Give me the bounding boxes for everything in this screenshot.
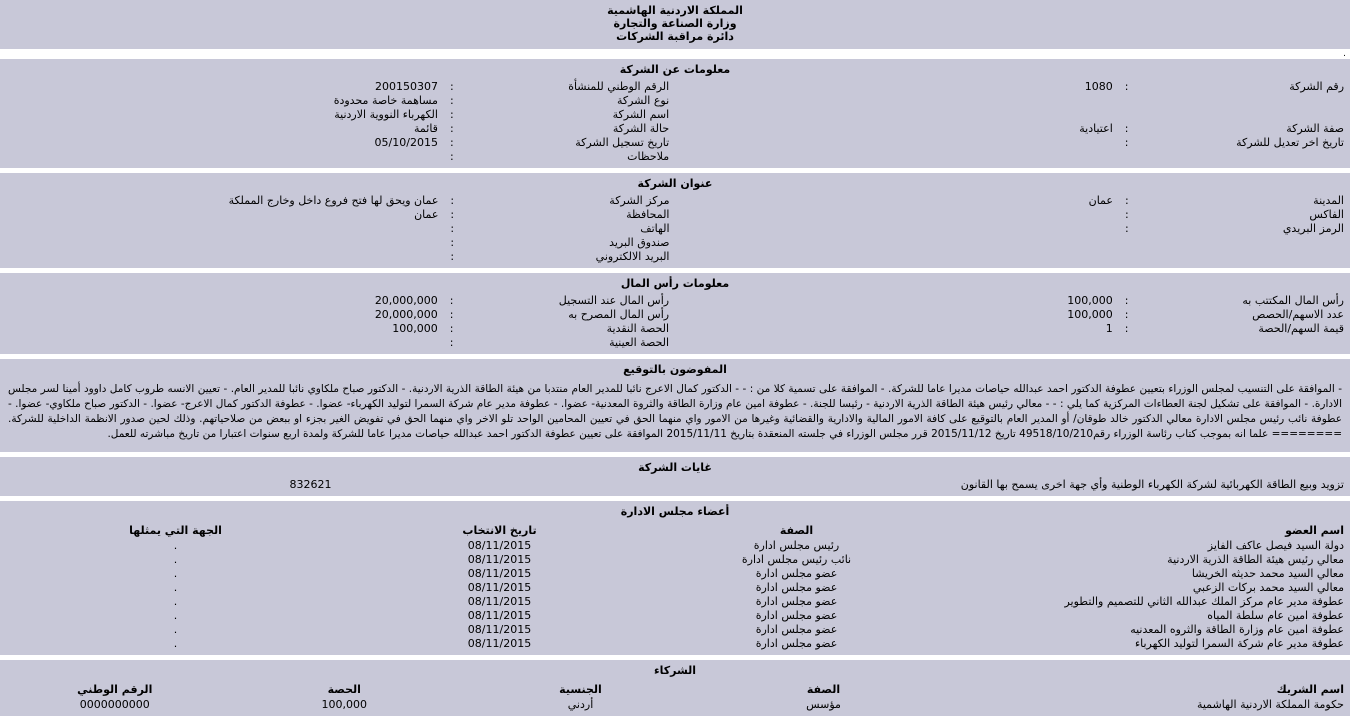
board-member-name: عطوفة مدير عام مركز الملك عبدالله الثاني للتصميم والتطوير	[945, 595, 1350, 609]
board-member-name: عطوفة امين عام وزارة الطاقة والثروه المعدنيه	[945, 623, 1350, 637]
capital-title: معلومات رأس المال	[0, 275, 1350, 294]
field-label: رأس المال عند التسجيل	[460, 294, 676, 308]
partner-role: مؤسس	[702, 698, 945, 712]
table-row	[0, 623, 1350, 637]
field-value	[675, 136, 1119, 150]
field-label: الحصة العينية	[460, 336, 676, 350]
goals-title: غايات الشركة	[0, 459, 1350, 478]
company-info-section	[0, 59, 1350, 168]
authorized-signatories-section	[0, 359, 1350, 452]
partner-national-id: 0000000000	[0, 698, 230, 712]
field-value: الكهرباء النووية الاردنية	[0, 108, 444, 122]
table-row	[0, 539, 1350, 553]
field-value: 1080	[675, 80, 1119, 94]
field-colon	[1119, 250, 1135, 264]
address-title: عنوان الشركة	[0, 175, 1350, 194]
field-colon: :	[444, 236, 460, 250]
board-member-representing: .	[0, 539, 351, 553]
company-goals-section	[0, 457, 1350, 496]
board-section	[0, 501, 1350, 655]
field-label	[1134, 336, 1350, 350]
table-row	[0, 595, 1350, 609]
company-info-title: معلومات عن الشركة	[0, 61, 1350, 80]
field-label: حالة الشركة	[460, 122, 676, 136]
company-info-table	[0, 80, 1350, 164]
field-colon: :	[1119, 322, 1135, 336]
table-row	[0, 208, 1350, 222]
field-value	[0, 250, 444, 264]
field-label: رأس المال المكتتب به	[1134, 294, 1350, 308]
board-member-date: 08/11/2015	[351, 581, 648, 595]
board-title: أعضاء مجلس الادارة	[0, 503, 1350, 522]
board-member-role: عضو مجلس ادارة	[648, 609, 945, 623]
column-header-representing: الجهة التي يمثلها	[0, 522, 351, 539]
field-colon: :	[444, 322, 460, 336]
board-member-name: معالي رئيس هيئة الطاقة الذرية الاردنية	[945, 553, 1350, 567]
goal-text: تزويد وبيع الطاقة الكهربائية لشركة الكهرباء الوطنية وأي جهة اخرى يسمح بها القانون	[338, 478, 1350, 492]
column-header-national-id: الرقم الوطني	[0, 681, 230, 698]
board-member-date: 08/11/2015	[351, 595, 648, 609]
field-label: رأس المال المصرح به	[460, 308, 676, 322]
field-value	[675, 94, 1119, 108]
field-label: مركز الشركة	[460, 194, 675, 208]
table-row	[0, 336, 1350, 350]
field-label	[1135, 236, 1350, 250]
table-row	[0, 637, 1350, 651]
field-value: 20,000,000	[0, 308, 444, 322]
column-header-nationality: الجنسية	[459, 681, 702, 698]
stray-dot: .	[0, 49, 1350, 59]
table-header-row	[0, 522, 1350, 539]
column-header-partner-role: الصفة	[702, 681, 945, 698]
field-colon: :	[444, 108, 460, 122]
board-member-role: نائب رئيس مجلس ادارة	[648, 553, 945, 567]
table-row	[0, 122, 1350, 136]
table-row	[0, 294, 1350, 308]
document-header	[0, 0, 1350, 49]
field-value	[0, 336, 444, 350]
field-value: عمان	[676, 194, 1119, 208]
field-label: نوع الشركة	[460, 94, 676, 108]
field-label: المدينة	[1135, 194, 1350, 208]
field-value	[675, 150, 1119, 164]
table-header-row	[0, 681, 1350, 698]
partners-section	[0, 660, 1350, 716]
field-label: صندوق البريد	[460, 236, 675, 250]
header-line-kingdom: المملكة الاردنية الهاشمية	[0, 4, 1350, 17]
field-colon: :	[1119, 294, 1135, 308]
field-colon	[1119, 336, 1135, 350]
table-row	[0, 553, 1350, 567]
field-colon: :	[1119, 222, 1135, 236]
table-row	[0, 478, 1350, 492]
table-row	[0, 322, 1350, 336]
table-row	[0, 150, 1350, 164]
goal-code: 832621	[0, 478, 338, 492]
field-value: 200150307	[0, 80, 444, 94]
board-member-date: 08/11/2015	[351, 553, 648, 567]
field-value	[0, 236, 444, 250]
field-colon: :	[444, 194, 460, 208]
board-member-date: 08/11/2015	[351, 637, 648, 651]
field-label: الرقم الوطني للمنشأة	[460, 80, 676, 94]
column-header-role: الصفة	[648, 522, 945, 539]
field-value	[675, 336, 1119, 350]
field-colon: :	[1119, 194, 1135, 208]
partner-share: 100,000	[230, 698, 460, 712]
partner-nationality: أردني	[459, 698, 702, 712]
field-colon: :	[1119, 80, 1135, 94]
field-label: الفاكس	[1135, 208, 1350, 222]
authorized-title: المفوضون بالتوقيع	[0, 361, 1350, 380]
field-colon: :	[444, 222, 460, 236]
table-row	[0, 94, 1350, 108]
board-member-name: عطوفة امين عام سلطة المياه	[945, 609, 1350, 623]
field-value	[676, 236, 1119, 250]
table-row	[0, 108, 1350, 122]
table-row	[0, 308, 1350, 322]
field-value: قائمة	[0, 122, 444, 136]
board-table	[0, 522, 1350, 651]
address-section	[0, 173, 1350, 268]
field-colon: :	[444, 94, 460, 108]
board-member-representing: .	[0, 567, 351, 581]
field-value: 20,000,000	[0, 294, 444, 308]
board-member-role: عضو مجلس ادارة	[648, 581, 945, 595]
board-member-representing: .	[0, 637, 351, 651]
field-colon: :	[444, 294, 460, 308]
table-row	[0, 567, 1350, 581]
field-label: الهاتف	[460, 222, 675, 236]
column-header-name: اسم العضو	[945, 522, 1350, 539]
table-row	[0, 194, 1350, 208]
field-label: رقم الشركة	[1134, 80, 1350, 94]
table-row	[0, 222, 1350, 236]
field-value	[0, 222, 444, 236]
board-member-representing: .	[0, 553, 351, 567]
board-member-representing: .	[0, 609, 351, 623]
board-member-name: دولة السيد فيصل عاكف الفايز	[945, 539, 1350, 553]
field-colon	[1119, 150, 1135, 164]
field-label: صفة الشركة	[1134, 122, 1350, 136]
field-value	[676, 250, 1119, 264]
field-colon: :	[444, 208, 460, 222]
field-colon: :	[1119, 136, 1135, 150]
header-line-ministry: وزارة الصناعة والتجارة	[0, 17, 1350, 30]
field-colon: :	[1119, 122, 1135, 136]
column-header-share: الحصة	[230, 681, 460, 698]
field-value	[0, 150, 444, 164]
board-member-name: معالي السيد محمد حديثه الخريشا	[945, 567, 1350, 581]
table-row	[0, 609, 1350, 623]
board-member-representing: .	[0, 595, 351, 609]
board-member-name: معالي السيد محمد بركات الزعبي	[945, 581, 1350, 595]
field-value	[675, 108, 1119, 122]
field-value	[676, 222, 1119, 236]
field-colon: :	[1119, 208, 1135, 222]
field-colon: :	[1119, 308, 1135, 322]
field-label: المحافظة	[460, 208, 675, 222]
table-row	[0, 698, 1350, 712]
field-colon: :	[444, 80, 460, 94]
field-colon: :	[444, 308, 460, 322]
field-value: عمان	[0, 208, 444, 222]
goals-table	[0, 478, 1350, 492]
board-member-date: 08/11/2015	[351, 567, 648, 581]
field-colon: :	[444, 136, 460, 150]
field-colon: :	[444, 150, 460, 164]
field-label: عدد الاسهم/الحصص	[1134, 308, 1350, 322]
field-value: مساهمة خاصة محدودة	[0, 94, 444, 108]
field-colon: :	[444, 250, 460, 264]
field-colon	[1119, 108, 1135, 122]
board-member-date: 08/11/2015	[351, 623, 648, 637]
field-colon	[1119, 94, 1135, 108]
field-value: 100,000	[675, 308, 1119, 322]
field-label: قيمة السهم/الحصة	[1134, 322, 1350, 336]
table-row	[0, 250, 1350, 264]
field-value: اعتيادية	[675, 122, 1119, 136]
field-value: عمان ويحق لها فتح فروع داخل وخارج المملكة	[0, 194, 444, 208]
board-member-role: عضو مجلس ادارة	[648, 637, 945, 651]
board-member-date: 08/11/2015	[351, 609, 648, 623]
authorized-text: - الموافقة على التنسيب لمجلس الوزراء بتعيين عطوفة الدكتور احمد عبدالله حياصات مديرا عاما للشركة. - الموافقة على تسمية كلا من : - - الدكتور كمال الاعرج نائبا للمدير العام منتدبا من هيئة الطاقة الذرية الاردنية. - الدكتور صباح ملكاوي نائبا للمدير العام. - تعيين الانسه طروب كامل داوود أمينا لسر مجلس الادارة. - الموافقة على تشكيل لجنة العطاءات المركزية كما يلي : - - معالي رئيس هيئة الطاقة الذرية الاردنية - رئيسا للجنة. - عطوفة امين عام وزارة الطاقة والثروة المعدنية- عضوا. - عطوفة مدير عام شركة السمرا لتوليد الكهرباء- عضوا. - عطوفة الدكتور كمال الاعرج- عضوا. - الدكتور صباح ملكاوي- عضوا. - عطوفة نائب رئيس مجلس الادارة معالي الدكتور خالد طوقان/ أو المدير العام بالتوقيع على كافة الامور المالية والادارية والقضائية وغيرها من الامور واي منهما الحق في تعيين المحامين الواحد تلو الاخر واي منهما الحق في تفويض الغير بجزء او ببعض من صلاحياتهم. وذلك لحين صدور الانظمة الداخلية للشركة. ======== علما انه بموجب كتاب رئاسة الوزراء رقم49518/10/210 تاريخ 2015/11/12 قرر مجلس الوزراء في جلسته المنعقدة بتاريخ 2015/11/11 الموافقة على تعيين عطوفة الدكتور احمد عبدالله حياصات مديرا عاما للشركة ولمدة اربع سنوات اعتبارا من تاريخ مباشرته للعمل.	[0, 380, 1350, 448]
board-member-representing: .	[0, 623, 351, 637]
capital-table	[0, 294, 1350, 350]
field-colon	[1119, 236, 1135, 250]
field-label	[1134, 108, 1350, 122]
board-member-name: عطوفة مدير عام شركة السمرا لتوليد الكهرباء	[945, 637, 1350, 651]
address-table	[0, 194, 1350, 264]
board-member-role: عضو مجلس ادارة	[648, 623, 945, 637]
field-label	[1134, 94, 1350, 108]
table-row	[0, 136, 1350, 150]
field-label	[1134, 150, 1350, 164]
table-row	[0, 80, 1350, 94]
table-row	[0, 581, 1350, 595]
capital-section	[0, 273, 1350, 354]
table-row	[0, 236, 1350, 250]
partner-name: حكومة المملكة الاردنية الهاشمية	[945, 698, 1350, 712]
field-colon: :	[444, 336, 460, 350]
field-label: الحصة النقدية	[460, 322, 676, 336]
board-member-date: 08/11/2015	[351, 539, 648, 553]
board-member-role: عضو مجلس ادارة	[648, 595, 945, 609]
field-label: البريد الالكتروني	[460, 250, 675, 264]
field-label: ملاحظات	[460, 150, 676, 164]
column-header-date: تاريخ الانتخاب	[351, 522, 648, 539]
field-label: اسم الشركة	[460, 108, 676, 122]
column-header-partner-name: اسم الشريك	[945, 681, 1350, 698]
header-line-department: دائرة مراقبة الشركات	[0, 30, 1350, 43]
field-value: 100,000	[0, 322, 444, 336]
field-value: 100,000	[675, 294, 1119, 308]
board-member-role: عضو مجلس ادارة	[648, 567, 945, 581]
field-label: تاريخ تسجيل الشركة	[460, 136, 676, 150]
board-member-representing: .	[0, 581, 351, 595]
field-label	[1135, 250, 1350, 264]
partners-table	[0, 681, 1350, 712]
field-value: 1	[675, 322, 1119, 336]
board-member-role: رئيس مجلس ادارة	[648, 539, 945, 553]
field-value	[676, 208, 1119, 222]
field-label: الرمز البريدي	[1135, 222, 1350, 236]
field-label: تاريخ اخر تعديل للشركة	[1134, 136, 1350, 150]
partners-title: الشركاء	[0, 662, 1350, 681]
field-value: 05/10/2015	[0, 136, 444, 150]
field-colon: :	[444, 122, 460, 136]
